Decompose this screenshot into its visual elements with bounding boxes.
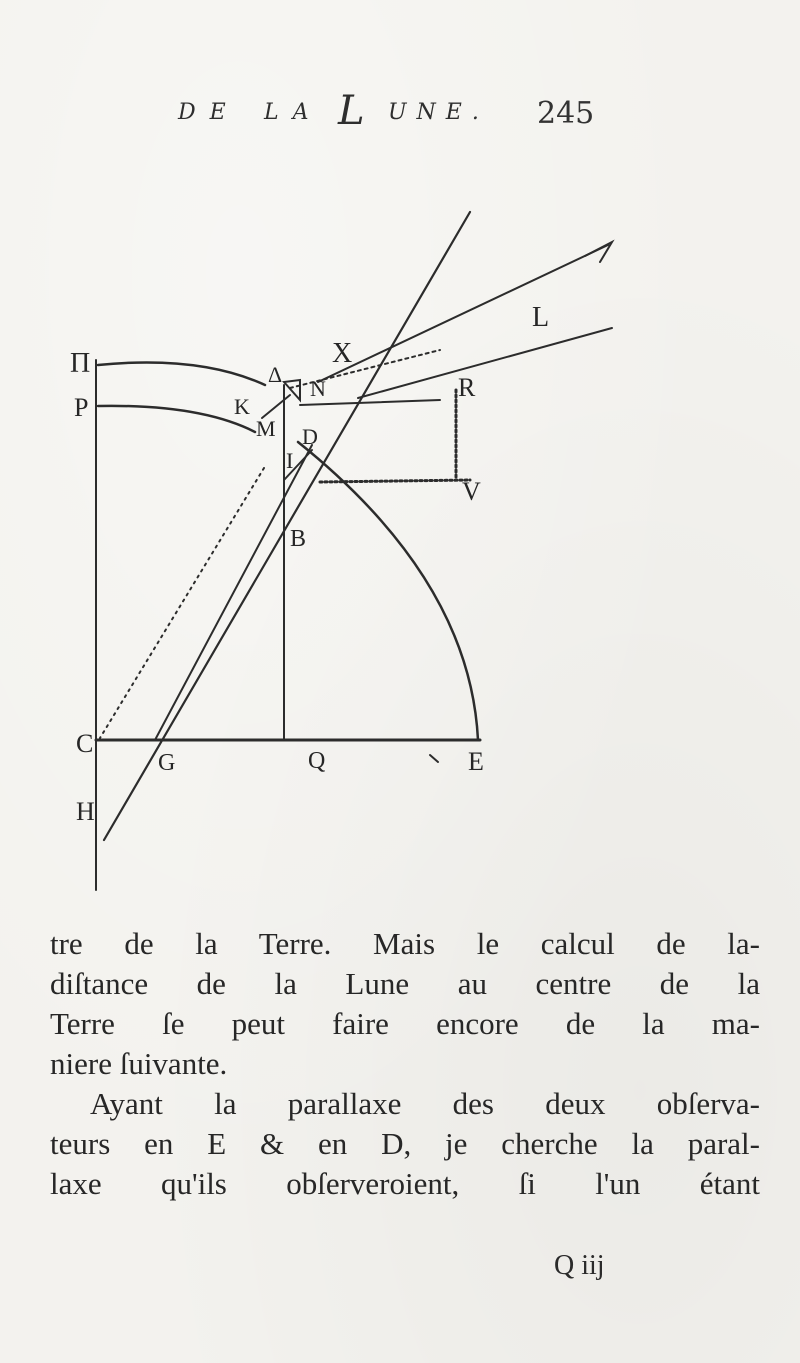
arrowhead-l xyxy=(585,242,612,262)
arc-de xyxy=(298,442,478,740)
label-b: B xyxy=(290,526,307,552)
running-head xyxy=(178,88,598,136)
text-line-7: laxe qu'ils obſerveroient, ſi l'un étant xyxy=(50,1166,760,1201)
tick-e xyxy=(430,755,438,762)
geometric-figure xyxy=(0,150,800,910)
text-line-6: teurs en E & en D, je cherche la paral- xyxy=(50,1126,760,1161)
line-k xyxy=(262,395,290,418)
label-d: D xyxy=(302,424,318,449)
text-line-4: niere ſuivante. xyxy=(50,1046,228,1081)
running-head-la: LA xyxy=(264,100,323,125)
label-pi: Π xyxy=(70,348,91,379)
text-line-3: Terre ſe peut faire encore de la ma- xyxy=(50,1006,760,1041)
label-r: R xyxy=(458,373,476,402)
label-delta: Δ xyxy=(268,362,283,387)
running-head-lune-initial: L xyxy=(338,88,375,134)
running-head-lune-rest: UNE. xyxy=(388,100,489,125)
label-m: M xyxy=(256,416,276,441)
label-v: V xyxy=(462,477,481,506)
diagonal-dg xyxy=(155,445,312,740)
label-c: C xyxy=(76,729,94,758)
arc-pi xyxy=(98,363,265,386)
label-x: X xyxy=(332,338,353,369)
figure-svg xyxy=(0,150,800,910)
label-p: P xyxy=(74,393,89,422)
label-i: I xyxy=(286,448,294,473)
body-text xyxy=(50,924,760,1204)
label-q: Q xyxy=(308,748,326,774)
text-line-2: diſtance de la Lune au centre de la xyxy=(50,966,760,1001)
dotted-d-v xyxy=(320,480,470,482)
label-k: K xyxy=(234,394,250,419)
diagonal-main xyxy=(104,212,470,840)
text-line-5: Ayant la parallaxe des deux obſerva- xyxy=(90,1086,760,1121)
arc-p xyxy=(98,406,255,432)
dotted-diagonal xyxy=(100,468,264,738)
running-head-de: DE xyxy=(178,100,240,125)
line-to-l-upper xyxy=(318,245,608,382)
page-number: 245 xyxy=(537,96,595,131)
label-g: G xyxy=(158,750,176,776)
text-line-1: tre de la Terre. Mais le calcul de la- xyxy=(50,926,760,961)
signature-mark: Q iij xyxy=(554,1250,605,1281)
label-n: N xyxy=(310,376,326,401)
label-l: L xyxy=(532,302,550,333)
label-h: H xyxy=(76,797,95,826)
label-e: E xyxy=(468,747,484,776)
